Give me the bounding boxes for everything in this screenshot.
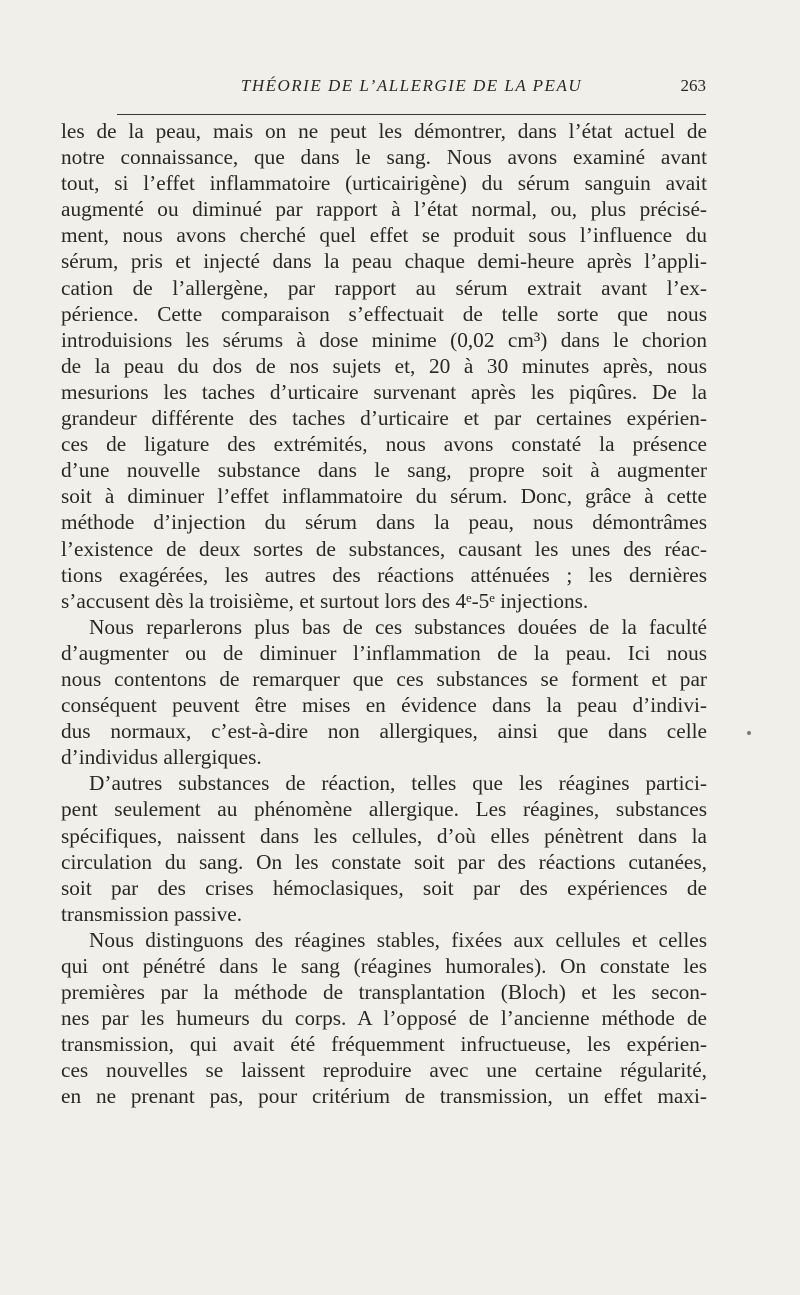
text-line: l’existence de deux sortes de substances, causant les unes des réac- (61, 536, 707, 561)
page-header (117, 76, 706, 102)
text-line: s’accusent dès la troisième, et surtout lors des 4ᵉ-5ᵉ injections. (61, 588, 589, 613)
text-line: d’individus allergiques. (61, 745, 262, 770)
text-line: Nous reparlerons plus bas de ces substances douées de la faculté (89, 614, 707, 639)
text-line: d’augmenter ou de diminuer l’inflammation de la peau. Ici nous (61, 640, 707, 665)
text-line: circulation du sang. On les constate soit par des réactions cutanées, (61, 849, 707, 874)
page-number: 263 (680, 76, 706, 95)
text-line: mesurions les taches d’urticaire survenant après les piqûres. De la (61, 379, 707, 404)
text-line: sérum, pris et injecté dans la peau chaque demi-heure après l’appli- (61, 249, 707, 274)
text-line: notre connaissance, que dans le sang. Nous avons examiné avant (61, 145, 707, 170)
text-line: augmenté ou diminué par rapport à l’état normal, ou, plus précisé- (61, 197, 707, 222)
text-line: d’une nouvelle substance dans le sang, propre soit à augmenter (61, 458, 707, 483)
text-line: pent seulement au phénomène allergique. Les réagines, substances (61, 797, 707, 822)
running-title: THÉORIE DE L’ALLERGIE DE LA PEAU (240, 76, 583, 95)
paper-speck (747, 731, 751, 735)
text-line: soit à diminuer l’effet inflammatoire du sérum. Donc, grâce à cette (61, 484, 707, 509)
text-line: qui ont pénétré dans le sang (réagines humorales). On constate les (61, 954, 707, 978)
text-line: tions exagérées, les autres des réactions atténuées ; les dernières (61, 562, 707, 587)
text-line: nous contentons de remarquer que ces substances se forment et par (61, 666, 707, 691)
text-line: D’autres substances de réaction, telles que les réagines partici- (89, 771, 707, 796)
text-line: premières par la méthode de transplantation (Bloch) et les secon- (61, 980, 707, 1005)
text-line: périence. Cette comparaison s’effectuait de telle sorte que nous (61, 301, 707, 326)
text-line: tout, si l’effet inflammatoire (urticairigène) du sérum sanguin avait (61, 171, 707, 196)
text-line: ces de ligature des extrémités, nous avons constaté la présence (61, 432, 707, 457)
text-line: de la peau du dos de nos sujets et, 20 à 30 minutes après, nous (61, 353, 707, 378)
text-line: soit par des crises hémoclasiques, soit par des expériences de (61, 875, 707, 900)
text-line: méthode d’injection du sérum dans la peau, nous démontrâmes (61, 510, 707, 535)
text-line: transmission passive. (61, 901, 243, 926)
text-line: Nous distinguons des réagines stables, fixées aux cellules et celles (89, 927, 707, 952)
text-line: en ne prenant pas, pour critérium de transmission, un effet maxi- (61, 1084, 707, 1109)
text-line: conséquent peuvent être mises en évidence dans la peau d’indivi- (61, 693, 707, 718)
text-line: spécifiques, naissent dans les cellules, d’où elles pénètrent dans la (61, 823, 707, 848)
header-rule (117, 114, 706, 115)
body-text (61, 118, 707, 1110)
text-line: nes par les humeurs du corps. A l’opposé de l’ancienne méthode de (61, 1006, 707, 1031)
text-line: dus normaux, c’est-à-dire non allergiques, ainsi que dans celle (61, 719, 707, 744)
text-line: grandeur différente des taches d’urticaire et par certaines expérien- (61, 406, 707, 431)
text-line: ces nouvelles se laissent reproduire avec une certaine régularité, (61, 1058, 707, 1083)
text-line: cation de l’allergène, par rapport au sérum extrait avant l’ex- (61, 275, 707, 300)
text-line: les de la peau, mais on ne peut les démontrer, dans l’état actuel de (61, 119, 707, 143)
text-line: transmission, qui avait été fréquemment infructueuse, les expérien- (61, 1032, 707, 1057)
text-line: introduisions les sérums à dose minime (0,02 cm³) dans le chorion (61, 327, 707, 352)
text-line: ment, nous avons cherché quel effet se produit sous l’influence du (61, 223, 707, 248)
